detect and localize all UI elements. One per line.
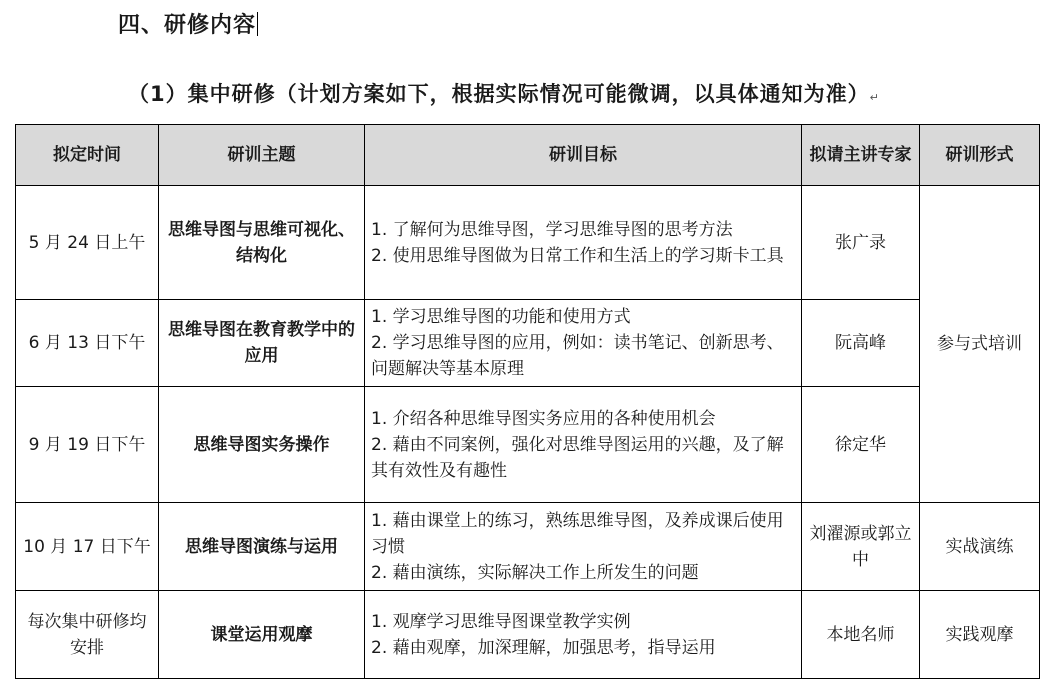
header-topic: 研训主题 [159,125,365,186]
row-time: 每次集中研修均安排 [16,591,159,679]
table-row [16,186,1040,300]
goal-line: 2. 藉由观摩，加深理解，加强思考，指导运用 [371,637,716,658]
table-row [16,387,1040,503]
header-format: 研训形式 [920,125,1040,186]
goal-line: 1. 学习思维导图的功能和使用方式 [371,307,631,327]
row-time: 10 月 17 日下午 [16,503,159,591]
table-row [16,300,1040,387]
row-topic: 思维导图实务操作 [159,387,365,503]
section-title: 四、研修内容 [118,13,257,38]
row-goals [365,186,802,300]
row-expert: 徐定华 [802,387,920,503]
row-format: 实践观摩 [920,591,1040,679]
goal-line: 1. 观摩学习思维导图课堂教学实例 [371,611,631,632]
header-goals: 研训目标 [365,125,802,186]
table-row [16,503,1040,591]
row-topic: 思维导图与思维可视化、结构化 [159,186,365,300]
row-goals [365,300,802,387]
goal-line: 1. 了解何为思维导图，学习思维导图的思考方法 [371,219,733,240]
row-goals [365,387,802,503]
merged-format-cell: 参与式培训 [920,186,1040,503]
goal-line: 2. 学习思维导图的应用，例如：读书笔记、创新思考、问题解决等基本原理 [371,333,784,379]
row-time: 5 月 24 日上午 [16,186,159,300]
row-topic: 课堂运用观摩 [159,591,365,679]
row-goals [365,591,802,679]
row-expert: 刘濯源或郭立中 [802,503,920,591]
row-expert: 张广录 [802,186,920,300]
goal-line: 2. 藉由不同案例，强化对思维导图运用的兴趣，及了解其有效性及有趣性 [371,434,784,481]
goal-line: 2. 使用思维导图做为日常工作和生活上的学习斯卡工具 [371,245,784,266]
row-expert: 阮高峰 [802,300,920,387]
row-format: 实战演练 [920,503,1040,591]
table-row [16,591,1040,679]
header-expert: 拟请主讲专家 [802,125,920,186]
row-time: 6 月 13 日下午 [16,300,159,387]
goal-line: 1. 介绍各种思维导图实务应用的各种使用机会 [371,408,716,429]
goal-line: 2. 藉由演练，实际解决工作上所发生的问题 [371,562,699,583]
row-goals [365,503,802,591]
text-cursor [257,12,258,36]
row-topic: 思维导图在教育教学中的应用 [159,300,365,387]
row-time: 9 月 19 日下午 [16,387,159,503]
training-schedule-table [15,124,1040,679]
table-header-row [16,125,1040,186]
goal-line: 1. 藉由课堂上的练习，熟练思维导图，及养成课后使用习惯 [371,510,784,557]
subtitle: （1）集中研修（计划方案如下，根据实际情况可能微调，以具体通知为准）↵ [128,82,880,106]
row-expert: 本地名师 [802,591,920,679]
row-topic: 思维导图演练与运用 [159,503,365,591]
header-time: 拟定时间 [16,125,159,186]
